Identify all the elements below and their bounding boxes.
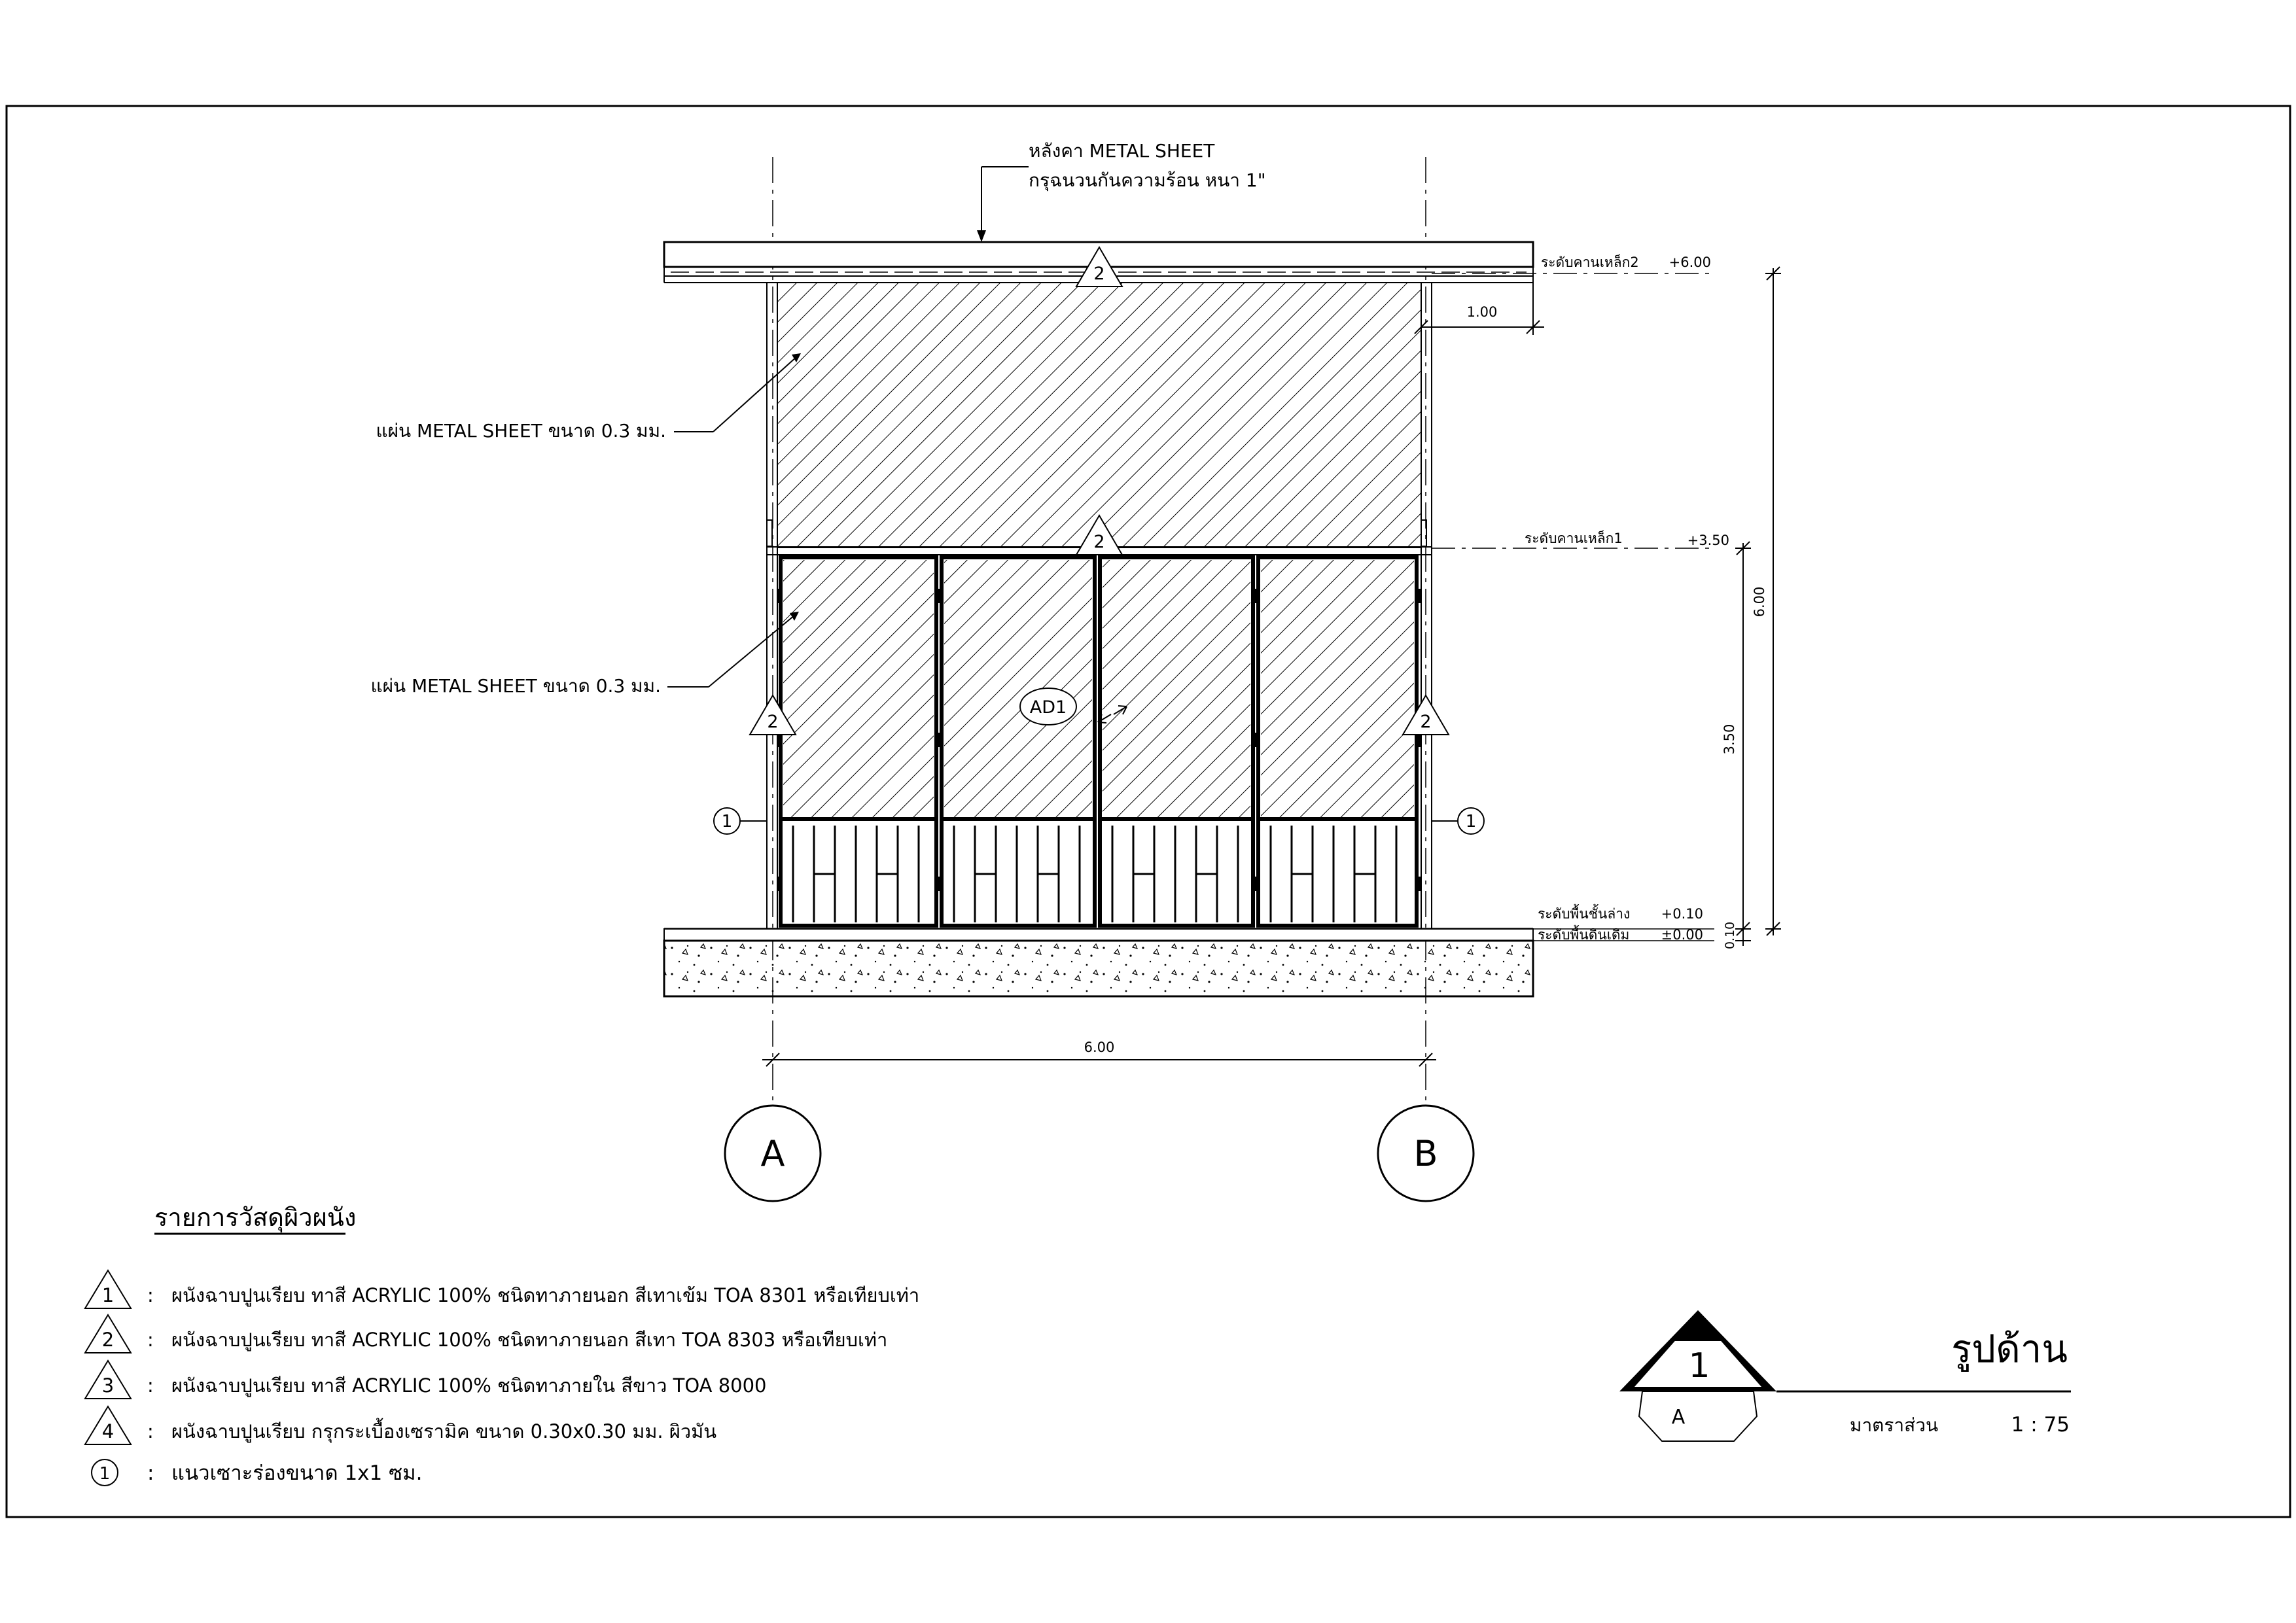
legend-item-1-text: ผนังฉาบปูนเรียบ ทาสี ACRYLIC 100% ชนิดทาภายนอก สีเทาเข้ม TOA 8301 หรือเทียบเท่า	[171, 1284, 920, 1306]
legend-item-4-text: ผนังฉาบปูนเรียบ กรุกระเบื้องเซรามิค ขนาด 0.30x0.30 มม. ผิวมัน	[171, 1420, 717, 1442]
legend-item-5-sep: :	[147, 1461, 154, 1485]
dim-total-height: 6.00	[1752, 586, 1767, 618]
dim-lower-height: 3.50	[1722, 724, 1737, 755]
level-value-floor: +0.10	[1661, 906, 1703, 922]
finish-mark-left: 2	[767, 712, 779, 732]
level-label-beam2: ระดับคานเหล็ก2	[1541, 254, 1639, 270]
finish-mark-roof: 2	[1093, 264, 1105, 284]
legend-item-3-symbol: 3	[101, 1374, 115, 1397]
roof-note-line1: หลังคา METAL SHEET	[1029, 140, 1215, 162]
groove-mark-right: 1	[1465, 812, 1477, 831]
drawing-title: รูปด้าน	[1951, 1327, 2068, 1371]
legend-item-3	[102, 1374, 767, 1397]
grid-label-a: A	[760, 1133, 785, 1174]
legend-item-3-sep: :	[147, 1374, 154, 1397]
level-labels	[1525, 253, 1729, 943]
legend-item-1	[102, 1284, 919, 1307]
groove-mark-left: 1	[721, 812, 733, 831]
title-block-sheet: A	[1671, 1406, 1686, 1429]
width-dimension	[762, 1053, 1436, 1066]
legend-item-5-text: แนวเซาะร่องขนาด 1x1 ซม.	[171, 1461, 423, 1485]
legend-item-2-text: ผนังฉาบปูนเรียบ ทาสี ACRYLIC 100% ชนิดทาภายนอก สีเทา TOA 8303 หรือเทียบเท่า	[171, 1329, 888, 1351]
scale-value: 1 : 75	[2011, 1413, 2070, 1437]
upper-metal-panel	[777, 283, 1421, 548]
legend-item-2	[102, 1329, 888, 1352]
legend-item-4	[102, 1418, 716, 1443]
legend-title: รายการวัสดุผิวผนัง	[154, 1203, 357, 1232]
grid-label-b: B	[1413, 1133, 1438, 1174]
legend-item-3-text: ผนังฉาบปูนเรียบ ทาสี ACRYLIC 100% ชนิดทาภายใน สีขาว TOA 8000	[171, 1374, 767, 1397]
wall-note-lower: แผ่น METAL SHEET ขนาด 0.3 มม.	[370, 675, 661, 697]
legend-item-2-sep: :	[147, 1329, 154, 1351]
level-label-beam1: ระดับคานเหล็ก1	[1525, 531, 1623, 546]
level-label-floor: ระดับพื้นชั้นล่าง	[1538, 906, 1631, 922]
level-value-beam1: +3.50	[1687, 532, 1729, 548]
legend-item-2-symbol: 2	[101, 1329, 115, 1351]
legend-item-4-symbol: 4	[101, 1420, 115, 1442]
legend-item-4-sep: :	[147, 1420, 154, 1442]
roof-note-leader	[981, 167, 1029, 233]
legend-item-5	[99, 1461, 423, 1485]
legend-item-5-symbol: 1	[99, 1464, 111, 1484]
wall-note-upper: แผ่น METAL SHEET ขนาด 0.3 มม.	[376, 420, 666, 442]
level-label-ground: ระดับพื้นดินเดิม	[1538, 927, 1630, 943]
legend-item-1-symbol: 1	[101, 1284, 115, 1306]
level-value-ground: ±0.00	[1661, 927, 1703, 943]
dim-plinth: 0.10	[1723, 921, 1737, 950]
roof-note-line2: กรุฉนวนกันความร้อน หนา 1"	[1029, 169, 1266, 191]
dim-overhang: 1.00	[1466, 304, 1498, 320]
level-lines	[1432, 273, 1714, 941]
foundation	[664, 929, 1533, 996]
roof-note-arrow	[977, 230, 986, 242]
scale-label: มาตราส่วน	[1850, 1414, 1939, 1436]
level-value-beam2: +6.00	[1669, 254, 1711, 270]
finish-mark-right: 2	[1420, 712, 1432, 732]
dim-width: 6.00	[1084, 1039, 1115, 1055]
title-block-number: 1	[1688, 1346, 1710, 1386]
door-tag: AD1	[1029, 697, 1067, 718]
legend-item-1-sep: :	[147, 1284, 154, 1306]
finish-mark-beam: 2	[1093, 532, 1105, 552]
